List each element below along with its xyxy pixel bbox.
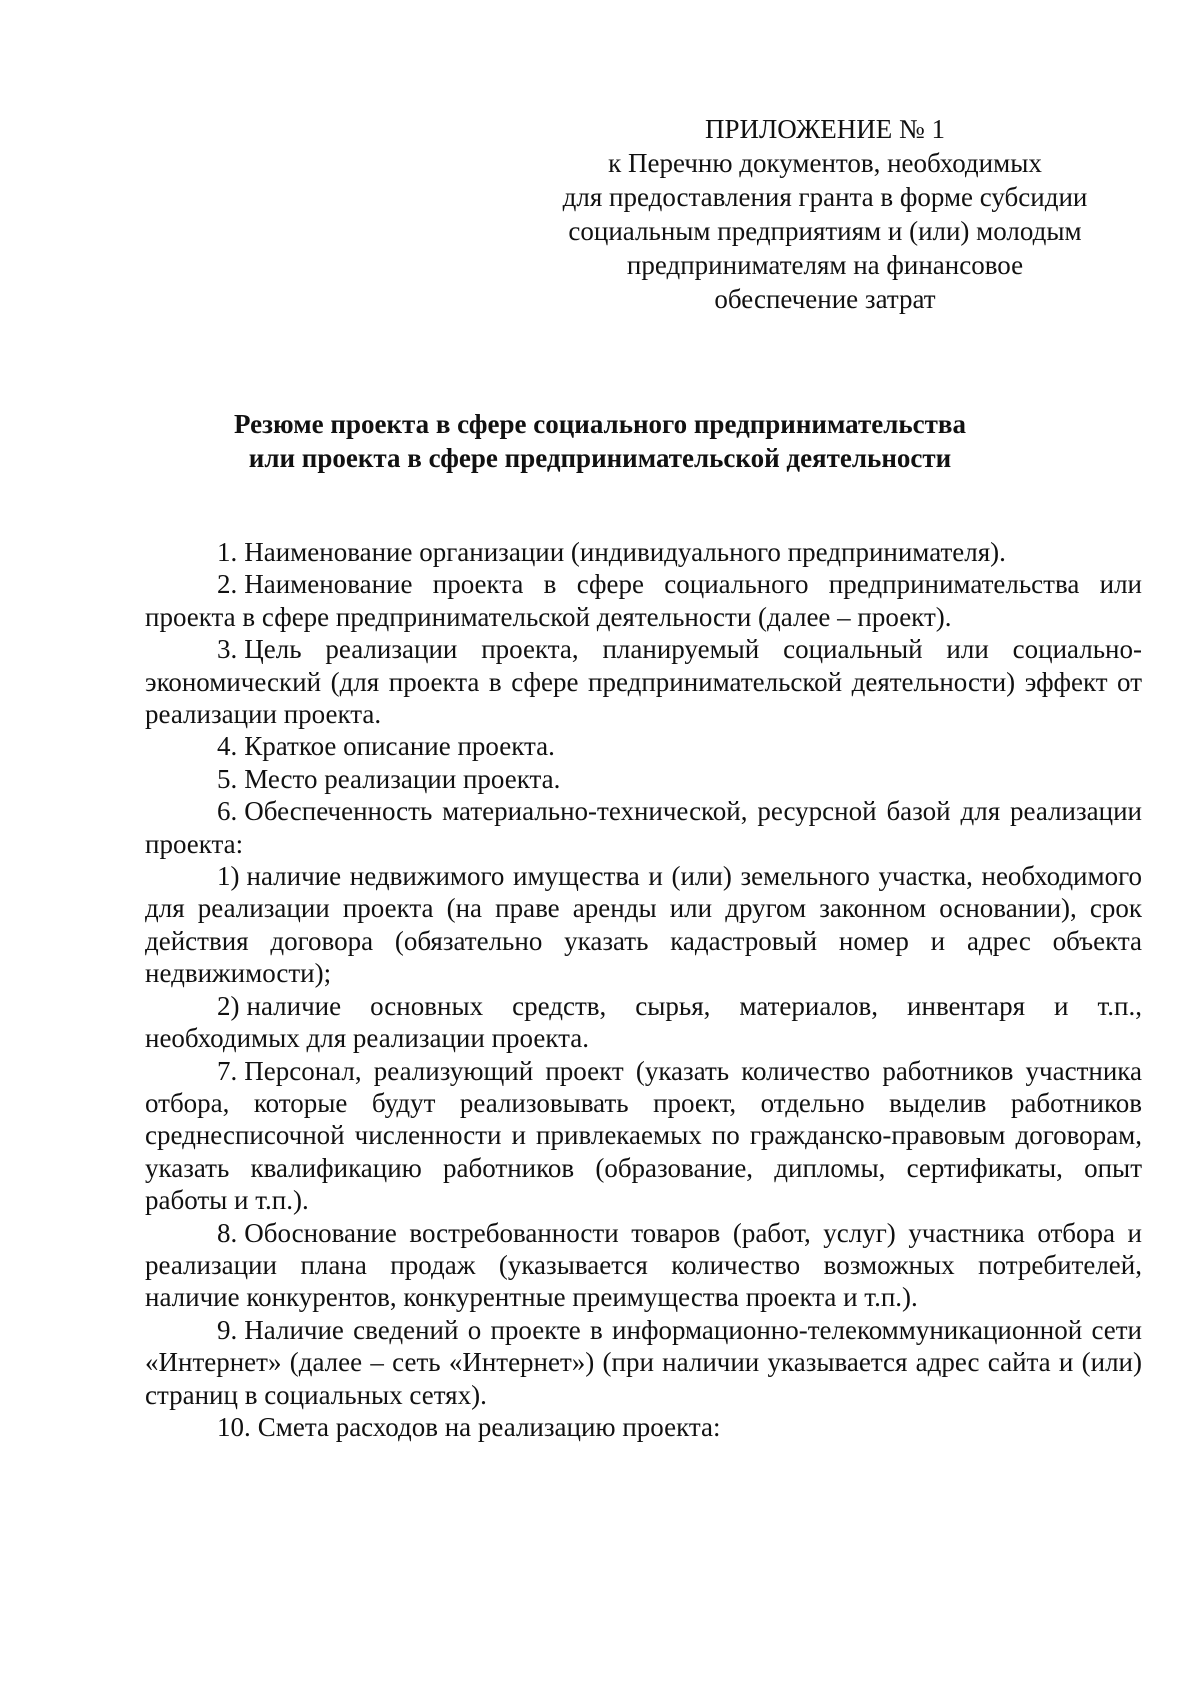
appendix-header [520, 112, 1130, 316]
item-text: Обеспеченность материально-технической, ресурсной базой для реализации проекта: [145, 796, 1142, 859]
item-number: 3. [217, 634, 238, 665]
item-number: 1. [217, 537, 238, 567]
list-item [145, 730, 1142, 762]
appendix-line: ПРИЛОЖЕНИЕ № 1 [704, 114, 946, 144]
item-text: Место реализации проекта. [244, 763, 561, 794]
item-number: 2) [217, 990, 240, 1021]
item-number: 2. [217, 569, 238, 600]
document-body [145, 536, 1142, 1443]
item-number: 5. [217, 763, 238, 794]
item-text: Обоснование востребованности товаров (работ, услуг) участника отбора и реализации плана продаж (указывается количество возможных потребителей, наличие конкурентов, конкурентные преимущества проекта и т.п.). [145, 1217, 1142, 1313]
item-number: 7. [217, 1055, 238, 1086]
list-item [145, 1411, 1142, 1443]
list-item [145, 568, 1142, 633]
item-number: 4. [217, 731, 238, 762]
item-number: 8. [217, 1217, 238, 1248]
item-text: Наименование организации (индивидуального предпринимателя). [244, 537, 1006, 567]
list-item [145, 1314, 1142, 1411]
item-text: Смета расходов на реализацию проекта: [257, 1411, 721, 1442]
list-item [145, 763, 1142, 795]
item-text: Персонал, реализующий проект (указать количество работников участника отбора, которые будут реализовывать проект, отдельно выделив работников среднесписочной численности и привлекаемых по гражданско-правовым договорам, указать квалификацию работников (образование, дипломы, сертификаты, опыт работы и т.п.). [145, 1055, 1142, 1216]
list-subitem [145, 990, 1142, 1055]
document-title [145, 407, 1055, 475]
item-text: Краткое описание проекта. [244, 731, 555, 762]
list-item [145, 1217, 1142, 1314]
list-item [145, 1055, 1142, 1217]
title-line: или проекта в сфере предпринимательской деятельности [248, 443, 952, 473]
item-text: Наличие сведений о проекте в информационно-телекоммуникационной сети «Интернет» (далее – сеть «Интернет») (при наличии указывается адрес сайта и (или) страниц в социальных сетях). [145, 1314, 1142, 1410]
item-text: Наименование проекта в сфере социального предпринимательства или проекта в сфере предпринимательской деятельности (далее – проект). [145, 569, 1142, 632]
list-item [145, 536, 1142, 568]
appendix-line: к Перечню документов, необходимых [608, 148, 1042, 178]
item-number: 6. [217, 796, 238, 827]
appendix-line: предпринимателям на финансовое [626, 250, 1024, 280]
title-line: Резюме проекта в сфере социального предпринимательства [234, 409, 966, 439]
list-item [145, 795, 1142, 860]
list-subitem [145, 860, 1142, 990]
item-text: наличие основных средств, сырья, материалов, инвентаря и т.п., необходимых для реализации проекта. [145, 990, 1142, 1054]
item-text: наличие недвижимого имущества и (или) земельного участка, необходимого для реализации проекта (на праве аренды или другом законном основании), срок действия договора (обязательно указать кадастровый номер и адрес объекта недвижимости); [145, 861, 1142, 989]
appendix-line: социальным предприятиям и (или) молодым [568, 216, 1082, 246]
item-number: 9. [217, 1314, 238, 1345]
item-text: Цель реализации проекта, планируемый социальный или социально-экономический (для проекта в сфере предпринимательской деятельности) эффект от реализации проекта. [145, 634, 1142, 730]
item-number: 1) [217, 861, 240, 892]
item-number: 10. [217, 1411, 251, 1442]
list-item [145, 633, 1142, 730]
appendix-line: для предоставления гранта в форме субсидии [562, 182, 1088, 212]
appendix-line: обеспечение затрат [714, 284, 936, 314]
